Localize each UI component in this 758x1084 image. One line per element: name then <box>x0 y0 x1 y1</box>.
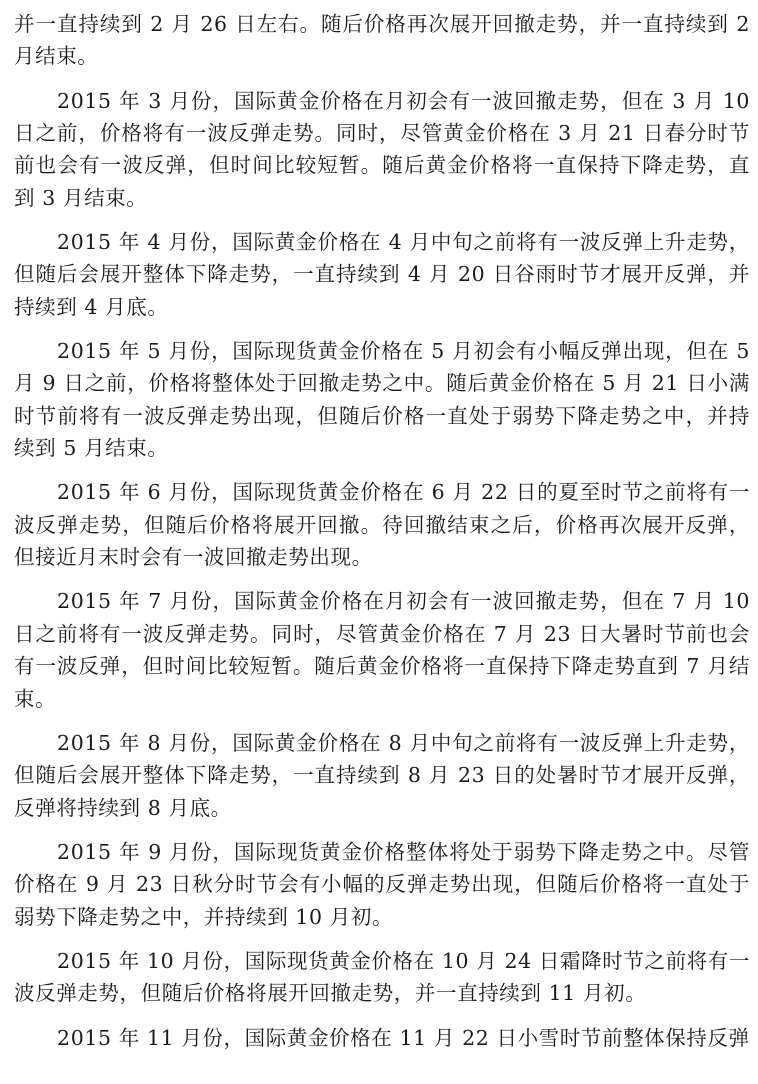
paragraph-april: 2015 年 4 月份，国际黄金价格在 4 月中旬之前将有一波反弹上升走势，但随后会展开整体下降走势，一直持续到 4 月 20 日谷雨时节才展开反弹，并持续到 4 月底。 <box>14 230 750 319</box>
paragraph-june: 2015 年 6 月份，国际现货黄金价格在 6 月 22 日的夏至时节之前将有一波反弹走势，但随后价格将展开回撤。待回撤结束之后，价格再次展开反弹，但接近月末时会有一波回撤走势出现。 <box>14 480 750 570</box>
document-page <box>14 8 750 1066</box>
paragraph-march: 2015 年 3 月份，国际黄金价格在月初会有一波回撤走势，但在 3 月 10 日之前，价格将有一波反弹走势。同时，尽管黄金价格在 3 月 21 日春分时节前也会有一波反弹，但时间比较短暂。随后黄金价格将一直保持下降走势，直到 3 月结束。 <box>14 88 750 210</box>
paragraph-may: 2015 年 5 月份，国际现货黄金价格在 5 月初会有小幅反弹出现，但在 5 月 9 日之前，价格将整体处于回撤走势之中。随后黄金价格在 5 月 21 日小满时节前将有一波反弹走势出现，但随后价格一直处于弱势下降走势之中，并持续到 5 月结束。 <box>14 339 750 461</box>
paragraph-october: 2015 年 10 月份，国际现货黄金价格在 10 月 24 日霜降时节之前将有一波反弹走势，但随后价格将展开回撤走势，并一直持续到 11 月初。 <box>14 948 750 1006</box>
paragraph-november: 2015 年 11 月份，国际黄金价格在 11 月 22 日小雪时节前整体保持反弹 <box>57 1025 750 1050</box>
paragraph-august: 2015 年 8 月份，国际黄金价格在 8 月中旬之前将有一波反弹上升走势，但随后会展开整体下降走势，一直持续到 8 月 23 日的处暑时节才展开反弹，反弹将持续到 8 月底。 <box>14 730 750 820</box>
paragraph-july: 2015 年 7 月份，国际黄金价格在月初会有一波回撤走势，但在 7 月 10 日之前将有一波反弹走势。同时，尽管黄金价格在 7 月 23 日大暑时节前也会有一波反弹，但时间比较短暂。随后黄金价格将一直保持下降走势直到 7 月结束。 <box>14 589 750 711</box>
paragraph-september: 2015 年 9 月份，国际现货黄金价格整体将处于弱势下降走势之中。尽管价格在 9 月 23 日秋分时节会有小幅的反弹走势出现，但随后价格将一直处于弱势下降走势之中，并持续到 10 月初。 <box>14 839 750 929</box>
paragraph-february-end: 并一直持续到 2 月 26 日左右。随后价格再次展开回撤走势，并一直持续到 2 月结束。 <box>14 12 750 69</box>
